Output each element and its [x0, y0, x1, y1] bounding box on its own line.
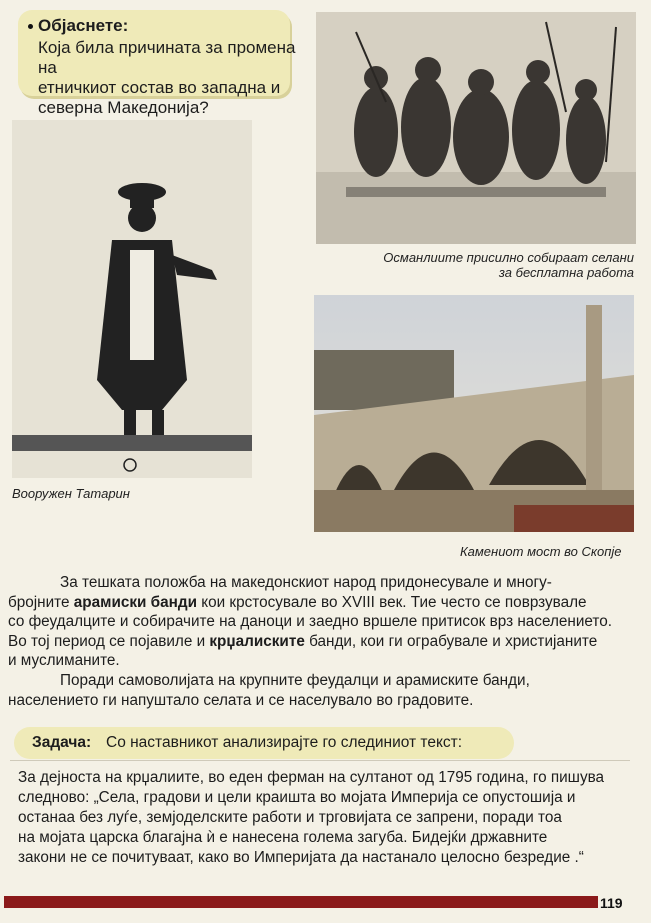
explain-callout — [18, 10, 296, 117]
footer-bar — [4, 896, 598, 908]
task-text: Со наставникот анализирајте го слединиот текст: — [106, 734, 463, 751]
callout-title: Објаснете: — [38, 16, 129, 35]
task-label: Задача: — [32, 734, 92, 751]
paragraph-migration: Поради самоволијата на крупните феудалци и арамиските банди, населението ги напуштало селата и се населувало во градовите. — [8, 672, 530, 709]
bridge-caption: Камениот мост во Скопје — [460, 544, 622, 559]
term-aramiski-bandi: арамиски банди — [73, 593, 197, 611]
forced-labor-caption: Османлиите присилно собираат селани за бесплатна работа — [383, 250, 634, 280]
paragraph-hajduk-bands: За тешката положба на македонскиот народ придонесувале и многу- бројните арамиски банди кои крстосувале во XVIII век. Тие често се поврзувале со феудалците и собирачите на даноци и заедно вршеле притисок врз населението. Во тој период се појавиле и крџалиските банди, кои ги ограбувале и христијаните и муслиманите. — [8, 574, 612, 669]
term-krdzhaliski: крџалиските — [209, 632, 305, 650]
stone-bridge-photo — [314, 295, 634, 532]
tatar-caption: Вооружен Татарин — [12, 486, 130, 501]
callout-question: Која била причината за промена на етничкиот состав во западна и северна Македонија? — [38, 38, 296, 117]
firman-quote: За дејноста на крџалиите, во еден ферман на султанот од 1795 година, го пишува следново: „Села, градови и цели краишта во мојата Империја се опустошија и останаа без луѓе, земјоделските работи и трговијата се запрени, поради тоа на мојата царска благајна ѝ е нанесена голема загуба. Бидејќи државните закони не се почитуваат, како во Империјата да настанало целосно безредие .“ — [18, 769, 605, 866]
page-number: 119 — [600, 895, 623, 911]
forced-labor-engraving — [316, 12, 636, 244]
task-banner — [14, 727, 514, 759]
armed-tatar-drawing — [12, 120, 252, 478]
bullet-icon — [28, 24, 33, 29]
